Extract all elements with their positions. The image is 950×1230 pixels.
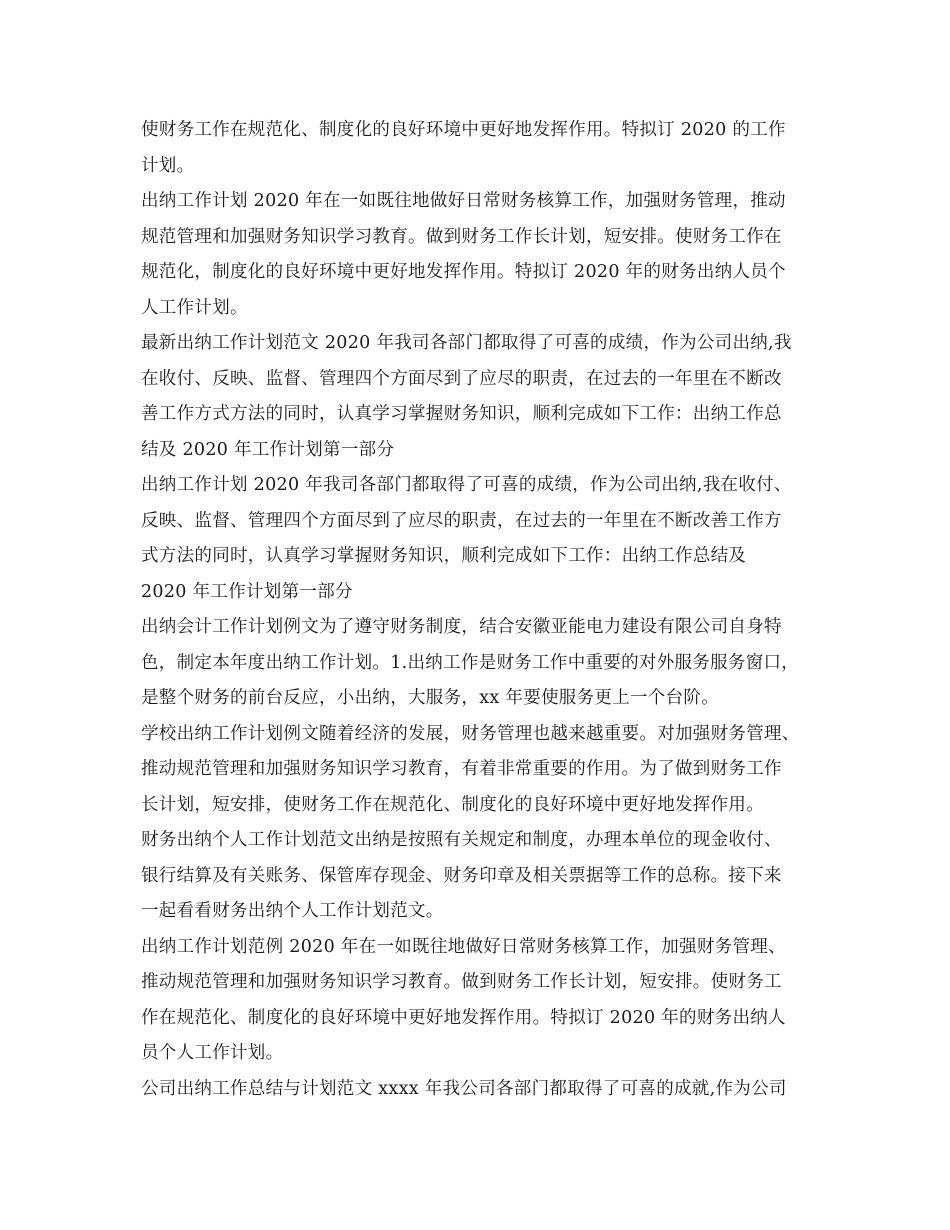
- text-line: 规范化，制度化的良好环境中更好地发挥作用。特拟订 2020 年的财务出纳人员个: [141, 262, 786, 282]
- text-line: 银行结算及有关账务、保管库存现金、财务印章及相关票据等工作的总称。接下来: [141, 865, 782, 886]
- text-line: 长计划，短安排，使财务工作在规范化、制度化的良好环境中更好地发挥作用。: [141, 794, 764, 815]
- text-line: 反映、监督、管理四个方面尽到了应尽的职责，在过去的一年里在不断改善工作方: [141, 510, 782, 531]
- text-line: 推动规范管理和加强财务知识学习教育。做到财务工作长计划，短安排。使财务工: [141, 972, 782, 992]
- text-line: 一起看看财务出纳个人工作计划范文。: [141, 901, 444, 921]
- text-line: 出纳工作计划 2020 年我司各部门都取得了可喜的成绩，作为公司出纳,我在收付、: [141, 475, 792, 495]
- text-line: 在收付、反映、监督、管理四个方面尽到了应尽的职责，在过去的一年里在不断改: [141, 368, 782, 389]
- text-line: 结及 2020 年工作计划第一部分: [141, 439, 395, 460]
- text-line: 出纳工作计划范例 2020 年在一如既往地做好日常财务核算工作，加强财务管理、: [141, 936, 786, 957]
- text-line: 色，制定本年度出纳工作计划。1.出纳工作是财务工作中重要的对外服务服务窗口，: [141, 652, 800, 673]
- text-line: 使财务工作在规范化、制度化的良好环境中更好地发挥作用。特拟订 2020 的工作: [141, 120, 786, 140]
- text-line: 人工作计划。: [141, 297, 248, 318]
- text-line: 是整个财务的前台反应，小出纳，大服务，xx 年要使服务更上一个台阶。: [141, 688, 719, 708]
- text-line: 学校出纳工作计划例文随着经济的发展，财务管理也越来越重要。对加强财务管理、: [141, 723, 800, 744]
- text-line: 出纳会计工作计划例文为了遵守财务制度，结合安徽亚能电力建设有限公司自身特: [141, 617, 782, 637]
- text-line: 计划。: [141, 155, 195, 176]
- text-line: 员个人工作计划。: [141, 1043, 284, 1063]
- text-line: 规范管理和加强财务知识学习教育。做到财务工作长计划，短安排。使财务工作在: [141, 226, 782, 247]
- document-body: [141, 113, 831, 1107]
- text-line: 推动规范管理和加强财务知识学习教育，有着非常重要的作用。为了做到财务工作: [141, 759, 782, 779]
- text-line: 出纳工作计划 2020 年在一如既往地做好日常财务核算工作，加强财务管理，推动: [141, 191, 786, 211]
- text-line: 作在规范化、制度化的良好环境中更好地发挥作用。特拟订 2020 年的财务出纳人: [141, 1007, 786, 1028]
- text-line: 式方法的同时，认真学习掌握财务知识，顺利完成如下工作：出纳工作总结及: [141, 546, 747, 566]
- text-line: 善工作方式方法的同时，认真学习掌握财务知识，顺利完成如下工作：出纳工作总: [141, 404, 782, 424]
- text-line: 2020 年工作计划第一部分: [141, 581, 353, 602]
- text-line: 财务出纳个人工作计划范文出纳是按照有关规定和制度，办理本单位的现金收付、: [141, 830, 782, 850]
- text-line: 最新出纳工作计划范文 2020 年我司各部门都取得了可喜的成绩，作为公司出纳,我: [141, 333, 792, 353]
- text-line: 公司出纳工作总结与计划范文 xxxx 年我公司各部门都取得了可喜的成就,作为公司: [141, 1078, 787, 1099]
